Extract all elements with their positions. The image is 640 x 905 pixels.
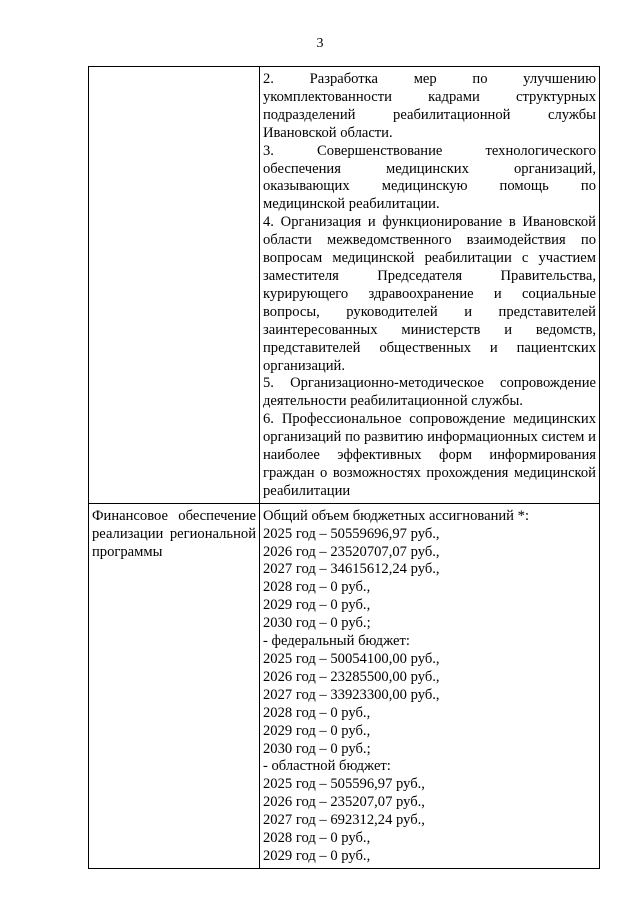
finance-line: 2025 год – 50559696,97 руб., (263, 525, 440, 542)
finance-line: 2028 год – 0 руб., (263, 579, 371, 596)
task-item: 5. Организационно-методическое сопровождение деятельности реабилитационной службы. (263, 375, 596, 410)
task-item: 4. Организация и функционирование в Ивановской области межведомственного взаимодействия по вопросам медицинской реабилитации с участием заместителя Председателя Правительства, курирующего здравоохранение и социальные вопросы, руководителей и представителей заинтересованных министерств и ведомств, представителей общественных и пациентских организаций. (263, 214, 596, 374)
finance-line: 2029 год – 0 руб., (263, 847, 371, 864)
finance-line: 2027 год – 33923300,00 руб., (263, 686, 440, 703)
task-item: 6. Профессиональное сопровождение медицинских организаций по развитию информационных систем и наиболее эффективных форм информирования граждан о возможностях прохождения медицинской реабилитации (263, 411, 596, 499)
finance-line: 2029 год – 0 руб., (263, 722, 371, 739)
finance-label: Финансовое обеспечение реализации региональной программы (89, 503, 260, 868)
page-number: 3 (316, 36, 324, 51)
tasks-label-cell (89, 67, 260, 504)
finance-line: 2025 год – 505596,97 руб., (263, 776, 425, 793)
finance-line: 2026 год – 235207,07 руб., (263, 794, 425, 811)
tasks-cell (260, 67, 600, 504)
task-item: 3. Совершенствование технологического обеспечения медицинских организаций, оказывающих медицинскую помощь по медицинской реабилитации. (263, 142, 596, 213)
finance-line: - областной бюджет: (263, 758, 391, 775)
finance-line: 2030 год – 0 руб.; (263, 615, 371, 632)
finance-line: 2030 год – 0 руб.; (263, 740, 371, 757)
finance-line: 2025 год – 50054100,00 руб., (263, 651, 440, 667)
finance-line: 2027 год – 692312,24 руб., (263, 812, 425, 829)
program-passport-table (88, 66, 600, 869)
finance-line: Общий объем бюджетных ассигнований *: (263, 507, 529, 524)
finance-line: 2026 год – 23520707,07 руб., (263, 543, 440, 560)
tasks-row (89, 67, 600, 504)
finance-line: 2029 год – 0 руб., (263, 597, 371, 614)
task-item: 2. Разработка мер по улучшению укомплектованности кадрами структурных подразделений реабилитационной службы Ивановской области. (263, 71, 596, 141)
finance-row (89, 503, 600, 868)
finance-line: 2026 год – 23285500,00 руб., (263, 668, 440, 685)
finance-line: - федеральный бюджет: (263, 633, 410, 650)
finance-line: 2028 год – 0 руб., (263, 830, 371, 847)
finance-line: 2028 год – 0 руб., (263, 704, 371, 721)
finance-cell (260, 503, 600, 868)
finance-line: 2027 год – 34615612,24 руб., (263, 561, 440, 578)
